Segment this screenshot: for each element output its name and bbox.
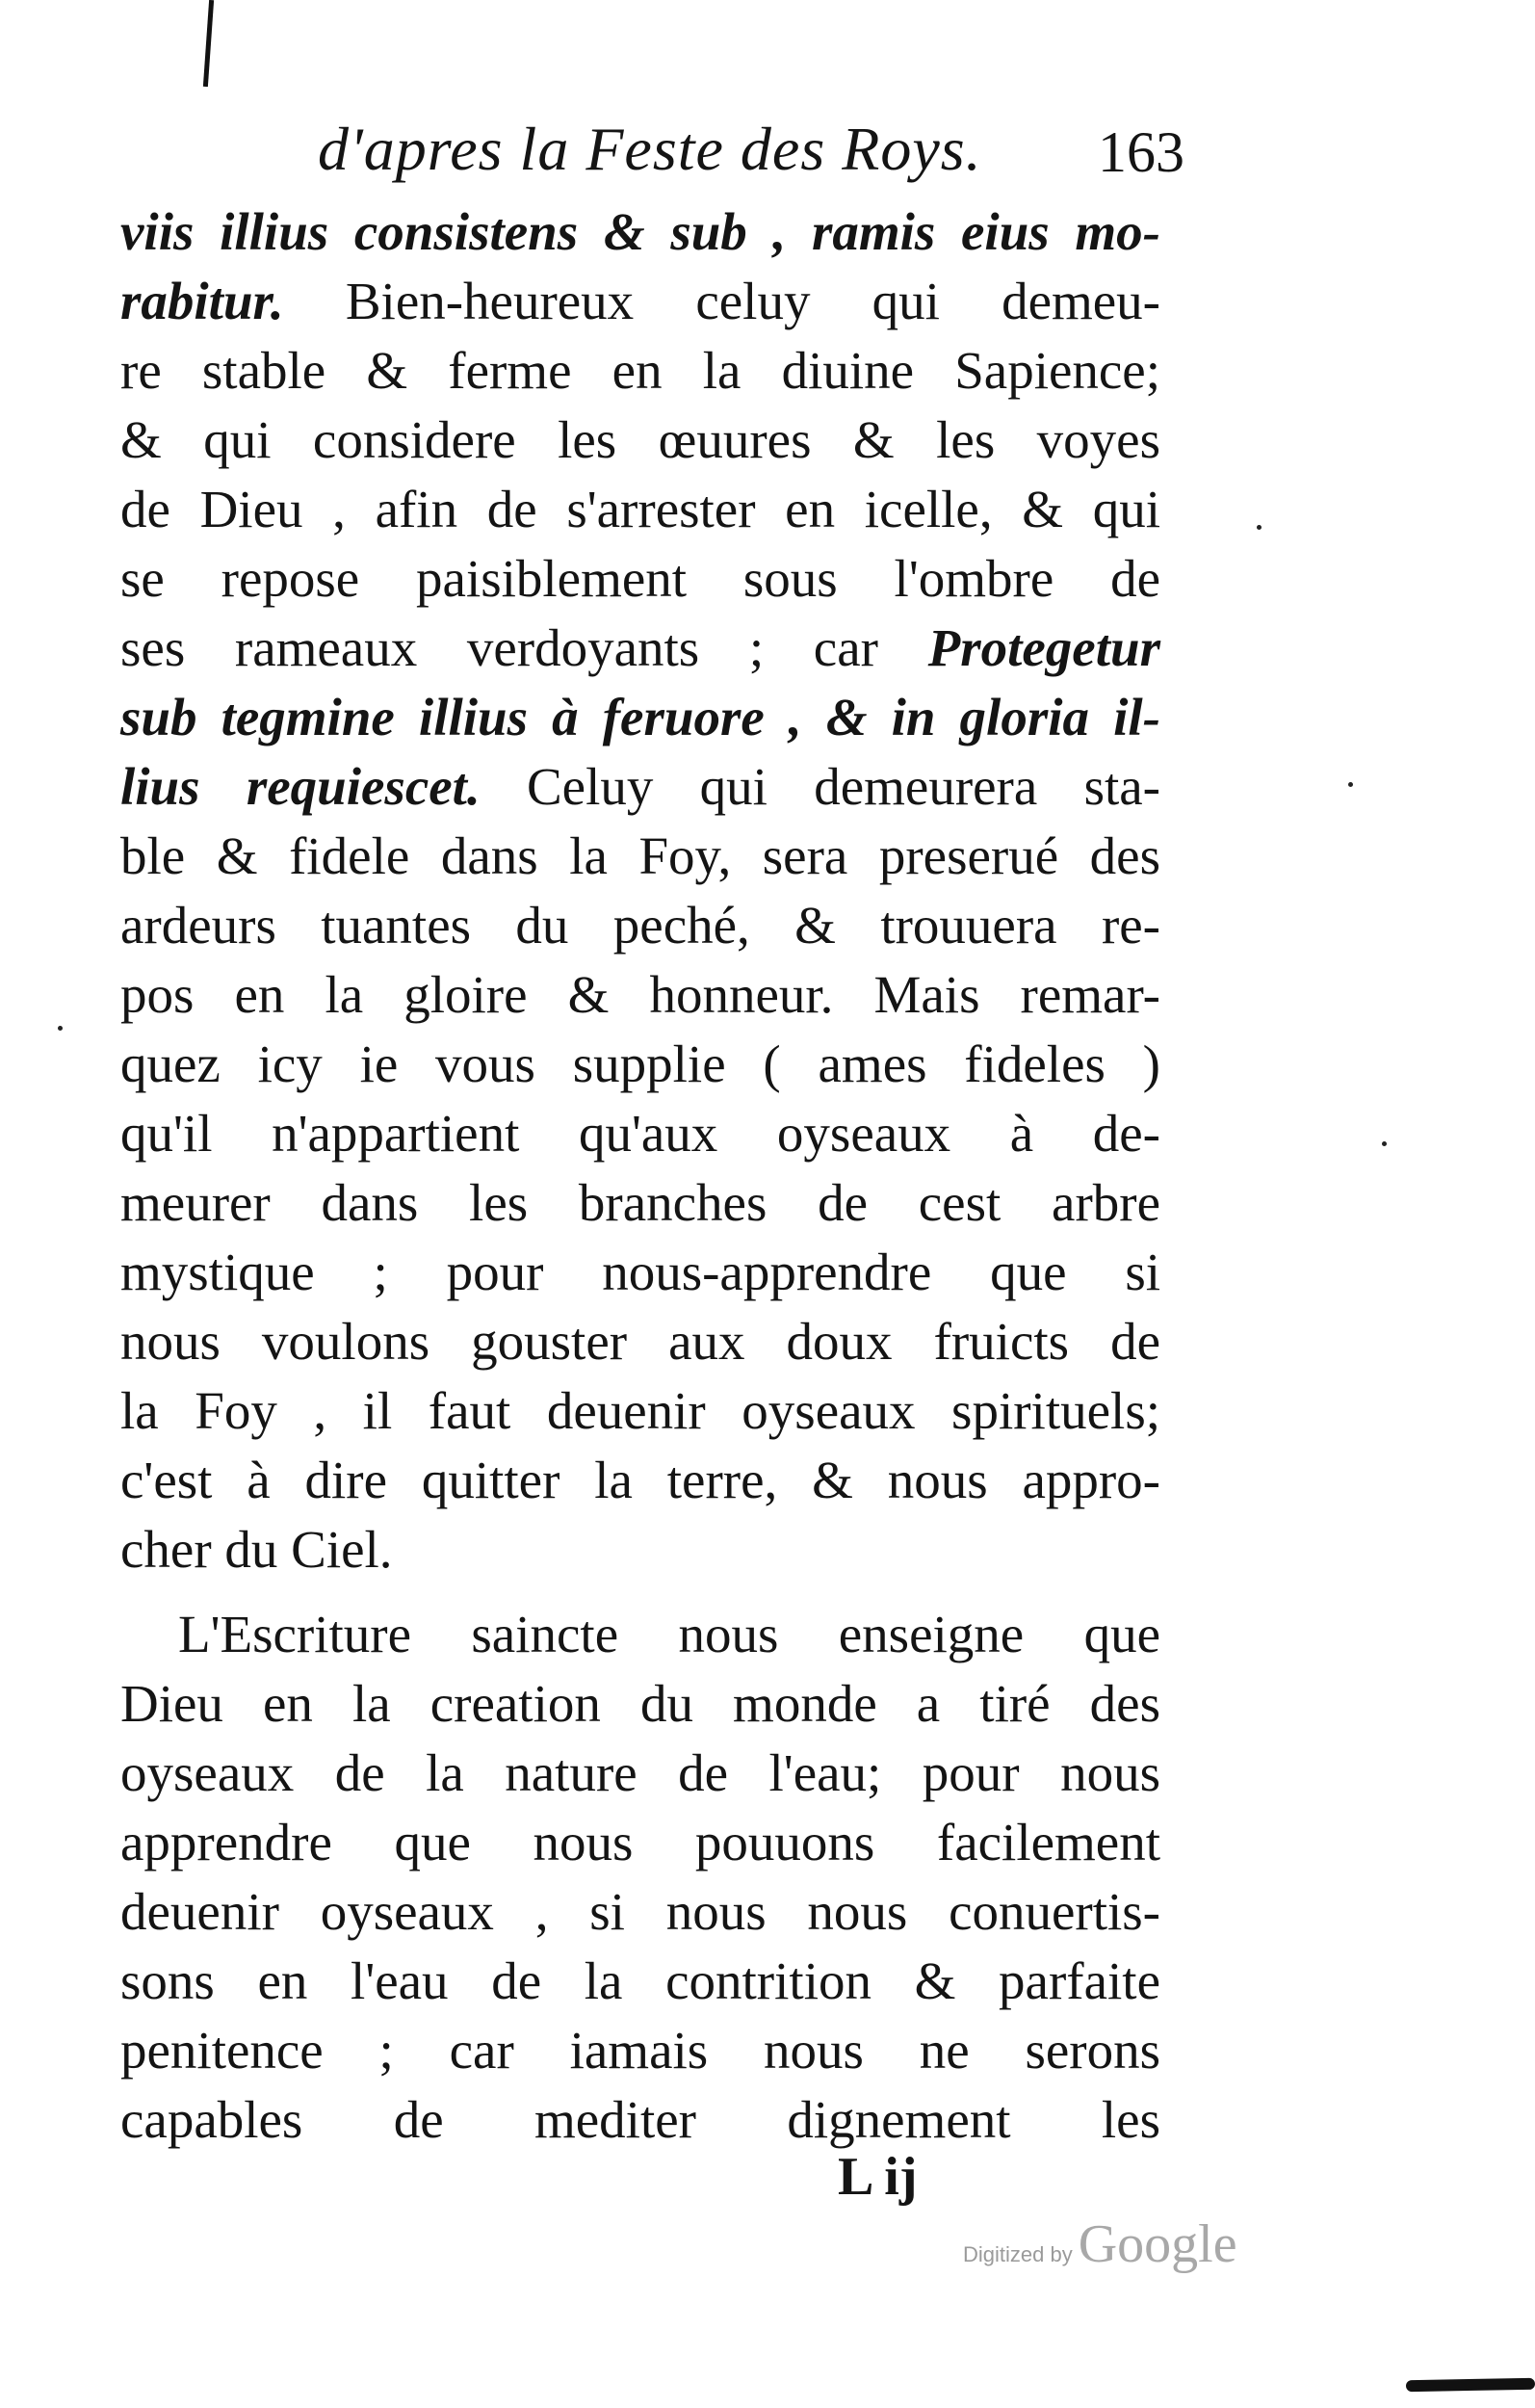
text-line: rabitur. Bien-heureux celuy qui demeu- [120,272,1160,330]
margin-ink-mark [203,0,214,87]
text-line: se repose paisiblement sous l'ombre de [120,549,1160,608]
text-line: la Foy , il faut deuenir oyseaux spirituels; [120,1381,1160,1440]
text-line: L'Escriture saincte nous enseigne que [178,1605,1160,1663]
ink-speck [58,1026,63,1031]
page-number: 163 [1098,120,1184,184]
ink-speck [1382,1141,1387,1146]
latin-quote: rabitur. [120,272,284,330]
text-line: ses rameaux verdoyants ; car Protegetur [120,618,1160,677]
text-line: & qui considere les œuures & les voyes [120,410,1160,469]
watermark-prefix: Digitized by [963,2242,1073,2266]
text-line: quez icy ie vous supplie ( ames fideles ) [120,1034,1160,1093]
running-head: d'apres la Feste des Roys. [318,115,982,183]
text-line: mystique ; pour nous-apprendre que si [120,1243,1160,1301]
text-line: re stable & ferme en la diuine Sapience; [120,341,1160,400]
text-line: ardeurs tuantes du peché, & trouuera re- [120,896,1160,955]
page-header [318,114,1184,200]
text-line: sons en l'eau de la contrition & parfaite [120,1951,1160,2010]
text-line: capables de mediter dignement les [120,2090,1160,2149]
paragraph-1 [120,197,1160,1584]
text-line: meurer dans les branches de cest arbre [120,1173,1160,1232]
text-line: oyseaux de la nature de l'eau; pour nous [120,1743,1160,1802]
text-line: Dieu en la creation du monde a tiré des [120,1674,1160,1733]
text-line: ble & fidele dans la Foy, sera preserué des [120,826,1160,885]
ink-speck [1348,782,1353,787]
ink-speck [1257,525,1262,530]
text-line: cher du Ciel. [120,1520,393,1579]
latin-quote: sub tegmine illius à feruore , & in gloria il- [120,688,1160,746]
text-line: pos en la gloire & honneur. Mais remar- [120,965,1160,1024]
text-line: apprendre que nous pouuons facilement [120,1813,1160,1871]
text-line: qu'il n'appartient qu'aux oyseaux à de- [120,1104,1160,1163]
latin-quote: lius requiescet. [120,757,481,816]
text-line: nous voulons gouster aux doux fruicts de [120,1312,1160,1371]
text-line [120,197,1160,267]
text-line: lius requiescet. Celuy qui demeurera sta- [120,757,1160,816]
text-line: penitence ; car iamais nous ne serons [120,2021,1160,2080]
text-line: de Dieu , afin de s'arrester en icelle, & qui [120,480,1160,538]
text-line: deuenir oyseaux , si nous nous conuertis- [120,1882,1160,1941]
google-logo: Google [1078,2214,1237,2274]
body-text [120,197,1160,2155]
latin-quote: Protegetur [927,618,1160,677]
latin-quote: viis illius consistens & sub , ramis eius mo- [120,202,1160,261]
signature-mark: L ij [838,2147,918,2207]
page-edge-smudge [1406,2378,1535,2392]
paragraph-2 [120,1600,1160,2155]
digitization-watermark [963,2213,1237,2275]
text-line: c'est à dire quitter la terre, & nous appro- [120,1451,1160,1509]
text-line [120,683,1160,752]
